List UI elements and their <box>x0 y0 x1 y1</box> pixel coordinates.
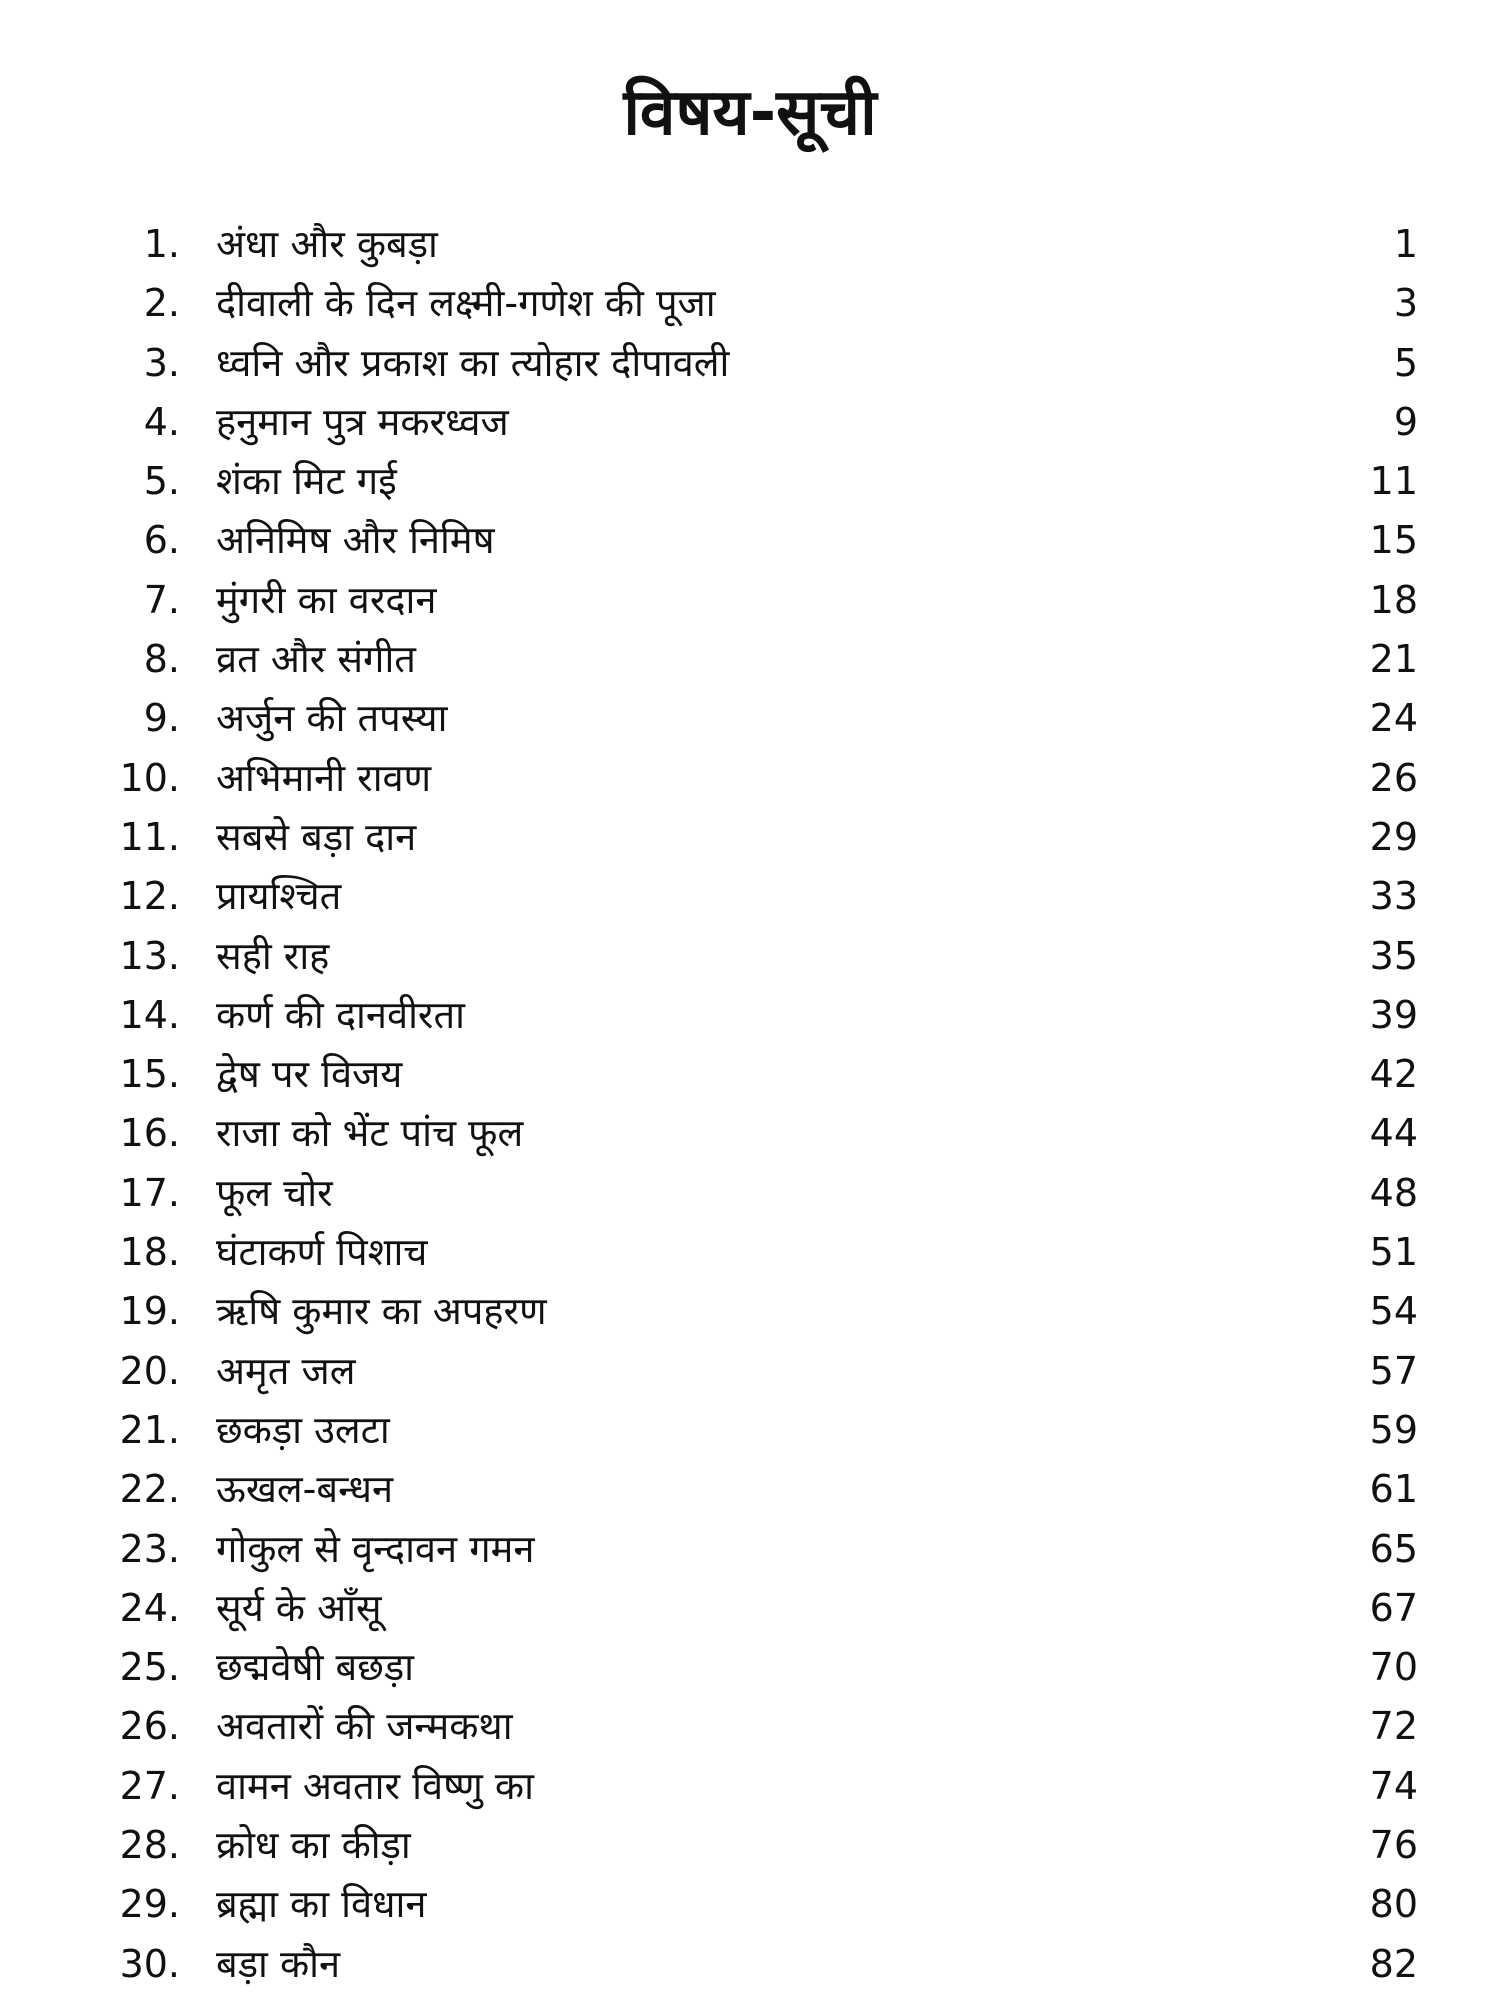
toc-entry-number: 15. <box>119 1052 180 1097</box>
toc-entry-page: 80 <box>1369 1882 1418 1927</box>
toc-entry-title: अर्जुन की तपस्या <box>216 696 448 741</box>
table-of-contents <box>118 215 1418 1994</box>
toc-entry <box>118 867 1418 926</box>
toc-entry-page: 11 <box>1369 459 1418 504</box>
toc-entry-title: मुंगरी का वरदान <box>216 577 437 622</box>
toc-entry-title: छकड़ा उलटा <box>216 1407 390 1452</box>
toc-entry-number: 8. <box>143 637 180 682</box>
toc-entry-page: 35 <box>1369 933 1418 978</box>
toc-entry-number: 30. <box>119 1941 180 1986</box>
toc-entry <box>118 1757 1418 1816</box>
toc-entry-number: 7. <box>143 577 180 622</box>
toc-entry-page: 5 <box>1393 340 1418 385</box>
toc-entry-title: बड़ा कौन <box>216 1941 341 1986</box>
toc-entry-number: 28. <box>119 1823 180 1868</box>
toc-entry-page: 1 <box>1393 222 1418 266</box>
toc-entry <box>118 1223 1418 1282</box>
toc-entry-title: व्रत और संगीत <box>216 637 416 682</box>
toc-entry-page: 21 <box>1369 637 1418 682</box>
toc-entry-page: 15 <box>1369 518 1418 563</box>
toc-entry-number: 21. <box>119 1407 180 1452</box>
toc-entry-title: हनुमान पुत्र मकरध्वज <box>216 399 509 444</box>
toc-entry-page: 9 <box>1393 399 1418 444</box>
toc-entry-number: 6. <box>143 518 180 563</box>
toc-entry-page: 44 <box>1369 1111 1418 1156</box>
toc-entry <box>118 1697 1418 1756</box>
toc-entry-number: 20. <box>119 1348 180 1393</box>
toc-entry <box>118 334 1418 393</box>
toc-entry-number: 12. <box>119 874 180 919</box>
toc-entry-title: ध्वनि और प्रकाश का त्योहार दीपावली <box>216 340 730 385</box>
toc-entry-page: 54 <box>1369 1289 1418 1334</box>
toc-entry-number: 29. <box>119 1882 180 1927</box>
toc-entry-title: सही राह <box>216 933 330 978</box>
toc-entry-page: 59 <box>1369 1407 1418 1452</box>
toc-entry-number: 18. <box>119 1230 180 1275</box>
toc-entry-page: 26 <box>1369 755 1418 800</box>
toc-entry-number: 25. <box>119 1645 180 1690</box>
toc-entry <box>118 393 1418 452</box>
toc-entry-page: 18 <box>1369 577 1418 622</box>
toc-entry-number: 3. <box>143 340 180 385</box>
toc-entry <box>118 630 1418 689</box>
page-title: विषय-सूची <box>623 76 877 150</box>
toc-entry-title: सबसे बड़ा दान <box>216 814 417 859</box>
toc-entry <box>118 1401 1418 1460</box>
toc-entry-number: 5. <box>143 459 180 504</box>
toc-entry-title: राजा को भेंट पांच फूल <box>216 1111 524 1156</box>
toc-entry-page: 51 <box>1369 1230 1418 1275</box>
toc-entry-page: 42 <box>1369 1052 1418 1097</box>
toc-entry <box>118 927 1418 986</box>
toc-entry-title: छद्मवेषी बछड़ा <box>216 1645 415 1690</box>
toc-entry-page: 24 <box>1369 696 1418 741</box>
toc-entry <box>118 1282 1418 1341</box>
toc-entry-title: घंटाकर्ण पिशाच <box>216 1230 428 1275</box>
toc-entry-title: सूर्य के आँसू <box>216 1585 382 1630</box>
toc-entry-page: 70 <box>1369 1645 1418 1690</box>
toc-entry-number: 22. <box>119 1467 180 1512</box>
toc-entry-page: 74 <box>1369 1763 1418 1808</box>
toc-entry <box>118 1104 1418 1163</box>
toc-entry-page: 48 <box>1369 1170 1418 1215</box>
toc-entry-number: 9. <box>143 696 180 741</box>
toc-entry-page: 67 <box>1369 1585 1418 1630</box>
toc-entry-page: 39 <box>1369 992 1418 1037</box>
toc-entry-number: 14. <box>119 992 180 1037</box>
toc-entry <box>118 986 1418 1045</box>
toc-entry <box>118 1935 1418 1994</box>
toc-entry-title: अनिमिष और निमिष <box>216 518 495 563</box>
toc-entry <box>118 452 1418 511</box>
toc-entry-page: 82 <box>1369 1941 1418 1986</box>
toc-entry <box>118 511 1418 570</box>
toc-entry-number: 2. <box>143 281 180 326</box>
toc-entry-title: शंका मिट गई <box>216 459 397 504</box>
toc-entry-number: 26. <box>119 1704 180 1749</box>
toc-entry-title: अवतारों की जन्मकथा <box>216 1704 513 1749</box>
toc-entry <box>118 215 1418 274</box>
toc-entry-title: प्रायश्चित <box>216 874 342 919</box>
toc-entry-number: 17. <box>119 1170 180 1215</box>
toc-entry <box>118 689 1418 748</box>
toc-entry-title: वामन अवतार विष्णु का <box>216 1763 534 1808</box>
toc-entry <box>118 1045 1418 1104</box>
toc-entry-number: 4. <box>143 399 180 444</box>
toc-entry-number: 16. <box>119 1111 180 1156</box>
toc-entry-page: 57 <box>1369 1348 1418 1393</box>
toc-entry <box>118 1342 1418 1401</box>
toc-entry-page: 61 <box>1369 1467 1418 1512</box>
toc-entry-page: 29 <box>1369 814 1418 859</box>
toc-entry-title: अभिमानी रावण <box>216 755 432 800</box>
toc-entry-title: दीवाली के दिन लक्ष्मी-गणेश की पूजा <box>216 281 716 326</box>
toc-entry-number: 10. <box>119 755 180 800</box>
toc-entry-number: 1. <box>143 222 180 266</box>
toc-entry-number: 24. <box>119 1585 180 1630</box>
toc-entry <box>118 274 1418 333</box>
toc-entry-page: 33 <box>1369 874 1418 919</box>
toc-entry <box>118 1164 1418 1223</box>
toc-entry-title: फूल चोर <box>216 1170 333 1215</box>
toc-entry-number: 23. <box>119 1526 180 1571</box>
toc-entry <box>118 1460 1418 1519</box>
toc-entry-page: 76 <box>1369 1823 1418 1868</box>
toc-entry <box>118 749 1418 808</box>
toc-entry-title: ब्रह्मा का विधान <box>216 1882 427 1927</box>
toc-entry <box>118 1875 1418 1934</box>
toc-entry-number: 11. <box>119 814 180 859</box>
toc-entry <box>118 1816 1418 1875</box>
toc-entry-title: ऋषि कुमार का अपहरण <box>216 1289 547 1334</box>
toc-entry <box>118 1520 1418 1579</box>
toc-entry-title: द्वेष पर विजय <box>216 1052 403 1097</box>
toc-entry <box>118 571 1418 630</box>
toc-entry-title: क्रोध का कीड़ा <box>216 1823 411 1868</box>
toc-entry-number: 19. <box>119 1289 180 1334</box>
toc-entry <box>118 1579 1418 1638</box>
toc-entry-title: कर्ण की दानवीरता <box>216 992 465 1037</box>
toc-entry-number: 27. <box>119 1763 180 1808</box>
toc-entry <box>118 1638 1418 1697</box>
toc-entry <box>118 808 1418 867</box>
toc-entry-number: 13. <box>119 933 180 978</box>
toc-entry-title: ऊखल-बन्धन <box>216 1467 394 1512</box>
toc-entry-title: गोकुल से वृन्दावन गमन <box>216 1526 535 1571</box>
toc-entry-page: 72 <box>1369 1704 1418 1749</box>
toc-entry-title: अमृत जल <box>216 1348 356 1393</box>
toc-entry-title: अंधा और कुबड़ा <box>216 222 438 266</box>
toc-entry-page: 65 <box>1369 1526 1418 1571</box>
toc-entry-page: 3 <box>1393 281 1418 326</box>
